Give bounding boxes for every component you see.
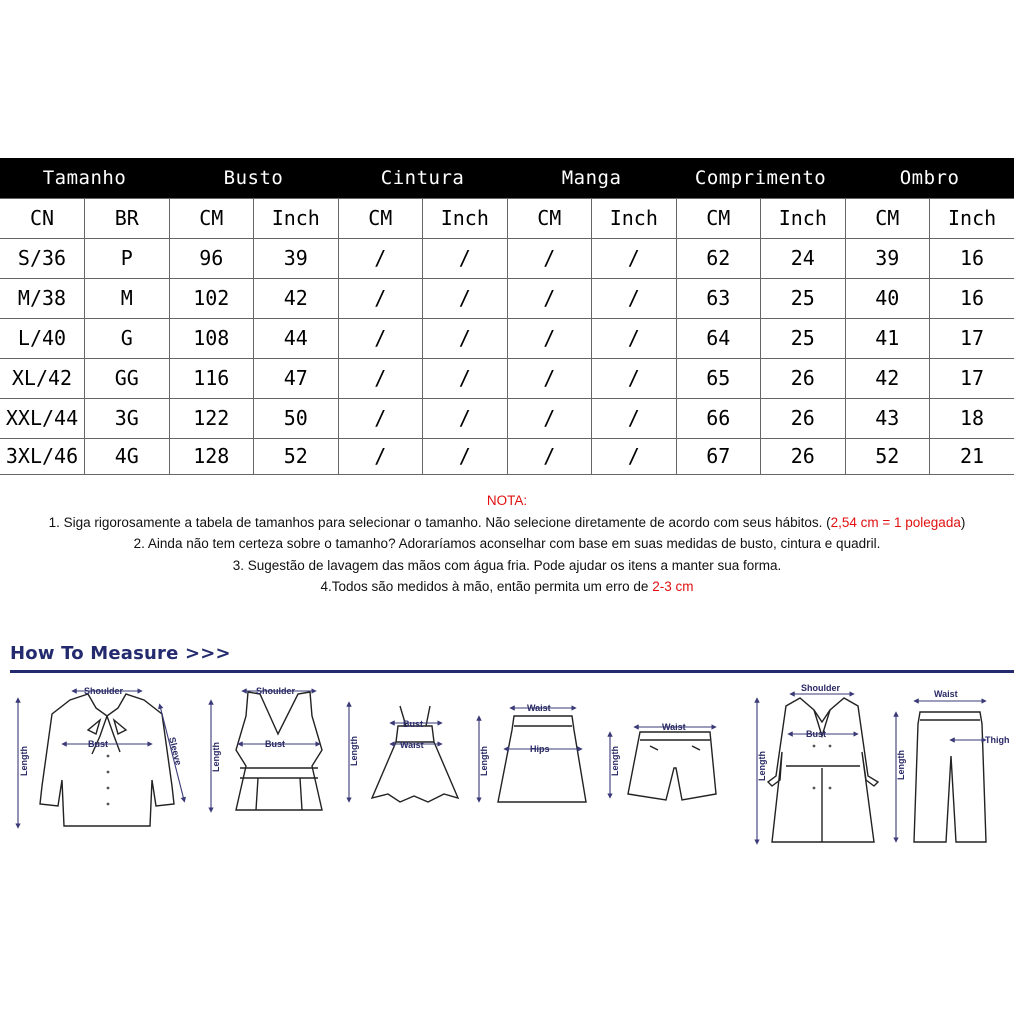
length-label: Length <box>19 746 29 776</box>
table-cell: 65 <box>676 358 761 398</box>
table-cell: / <box>507 238 592 278</box>
table-cell: 47 <box>254 358 339 398</box>
table-cell: / <box>423 318 508 358</box>
trousers-diagram <box>896 689 1010 842</box>
table-row <box>0 398 1014 438</box>
subheader-row <box>0 198 1014 238</box>
table-cell: 96 <box>169 238 254 278</box>
group-header-cintura: Cintura <box>338 158 507 198</box>
table-cell: 116 <box>169 358 254 398</box>
table-cell: 26 <box>761 398 846 438</box>
table-row <box>0 438 1014 474</box>
table-cell: / <box>592 398 677 438</box>
table-cell: / <box>507 398 592 438</box>
waist-label: Waist <box>934 689 958 699</box>
table-cell: / <box>592 318 677 358</box>
how-to-measure-divider <box>10 670 1014 673</box>
hips-label: Hips <box>530 744 550 754</box>
bust-label: Bust <box>265 739 285 749</box>
shoulder-label: Shoulder <box>84 686 124 696</box>
table-cell: 18 <box>930 398 1014 438</box>
table-cell: 39 <box>845 238 930 278</box>
table-cell: 50 <box>254 398 339 438</box>
table-cell: 66 <box>676 398 761 438</box>
skirt-diagram <box>479 703 586 802</box>
length-label: Length <box>610 746 620 776</box>
subheader-cell: CM <box>507 198 592 238</box>
subheader-cell: CN <box>0 198 85 238</box>
table-cell: / <box>423 278 508 318</box>
table-cell: 40 <box>845 278 930 318</box>
table-row <box>0 278 1014 318</box>
strap-dress-diagram <box>349 704 458 802</box>
table-cell: M <box>85 278 170 318</box>
table-cell: / <box>338 438 423 474</box>
note-line-1 <box>0 512 1014 534</box>
table-cell: G <box>85 318 170 358</box>
notes-section <box>0 490 1014 598</box>
table-cell: / <box>423 398 508 438</box>
subheader-cell: Inch <box>592 198 677 238</box>
table-cell: 16 <box>930 278 1014 318</box>
subheader-cell: Inch <box>761 198 846 238</box>
table-cell: 62 <box>676 238 761 278</box>
sleeve-label: Sleeve <box>167 736 184 767</box>
table-cell: / <box>338 278 423 318</box>
table-cell: / <box>423 238 508 278</box>
table-cell: 25 <box>761 318 846 358</box>
table-cell: 52 <box>254 438 339 474</box>
table-cell: 42 <box>254 278 339 318</box>
subheader-cell: Inch <box>254 198 339 238</box>
bust-label: Bust <box>806 729 826 739</box>
shoulder-label: Shoulder <box>256 686 296 696</box>
size-table <box>0 158 1014 475</box>
note-line-1-text: 1. Siga rigorosamente a tabela de tamanhos para selecionar o tamanho. Não selecione diretamente de acordo com seus hábitos. ( <box>48 514 831 530</box>
trench-coat-diagram <box>757 683 878 842</box>
subheader-cell: BR <box>85 198 170 238</box>
table-cell: M/38 <box>0 278 85 318</box>
table-cell: / <box>507 438 592 474</box>
waist-label: Waist <box>527 703 551 713</box>
table-cell: / <box>592 278 677 318</box>
table-cell: XL/42 <box>0 358 85 398</box>
table-cell: / <box>338 358 423 398</box>
table-cell: 63 <box>676 278 761 318</box>
table-cell: XXL/44 <box>0 398 85 438</box>
group-header-tamanho: Tamanho <box>0 158 169 198</box>
group-header-row <box>0 158 1014 198</box>
how-to-measure-title: How To Measure >>> <box>10 643 231 664</box>
table-cell: 21 <box>930 438 1014 474</box>
note-line-2: 2. Ainda não tem certeza sobre o tamanho? Adoraríamos aconselhar com base em suas medidas de busto, cintura e quadril. <box>133 536 881 552</box>
subheader-cell: Inch <box>423 198 508 238</box>
table-cell: / <box>592 238 677 278</box>
waist-label: Waist <box>662 722 686 732</box>
table-cell: 3XL/46 <box>0 438 85 474</box>
length-label: Length <box>896 750 906 780</box>
table-cell: L/40 <box>0 318 85 358</box>
table-cell: / <box>507 318 592 358</box>
bust-label: Bust <box>88 739 108 749</box>
waist-label: Waist <box>400 740 424 750</box>
table-cell: / <box>592 438 677 474</box>
table-cell: P <box>85 238 170 278</box>
table-cell: / <box>338 318 423 358</box>
note-line-1-highlight: 2,54 cm = 1 polegada <box>830 514 961 530</box>
table-cell: / <box>592 358 677 398</box>
table-cell: 102 <box>169 278 254 318</box>
table-cell: / <box>423 438 508 474</box>
table-cell: / <box>338 398 423 438</box>
table-cell: 122 <box>169 398 254 438</box>
group-header-busto: Busto <box>169 158 338 198</box>
blouse-diagram <box>18 686 184 826</box>
note-line-4-text: 4.Todos são medidos à mão, então permita um erro de <box>320 579 653 595</box>
length-label: Length <box>757 751 767 781</box>
tank-top-diagram <box>211 686 322 810</box>
table-cell: 42 <box>845 358 930 398</box>
table-row <box>0 238 1014 278</box>
table-cell: 17 <box>930 318 1014 358</box>
length-label: Length <box>349 736 359 766</box>
group-header-manga: Manga <box>507 158 676 198</box>
table-cell: 17 <box>930 358 1014 398</box>
table-cell: 25 <box>761 278 846 318</box>
table-cell: 108 <box>169 318 254 358</box>
table-cell: 16 <box>930 238 1014 278</box>
thigh-label: Thigh <box>985 735 1010 745</box>
table-cell: 43 <box>845 398 930 438</box>
table-cell: 3G <box>85 398 170 438</box>
shoulder-label: Shoulder <box>801 683 841 693</box>
table-cell: / <box>507 278 592 318</box>
table-cell: GG <box>85 358 170 398</box>
table-row <box>0 358 1014 398</box>
subheader-cell: CM <box>676 198 761 238</box>
table-cell: 26 <box>761 358 846 398</box>
table-cell: / <box>423 358 508 398</box>
table-cell: 39 <box>254 238 339 278</box>
group-header-ombro: Ombro <box>845 158 1014 198</box>
table-row <box>0 318 1014 358</box>
table-cell: 64 <box>676 318 761 358</box>
table-cell: 41 <box>845 318 930 358</box>
length-label: Length <box>479 746 489 776</box>
table-cell: 67 <box>676 438 761 474</box>
table-cell: 26 <box>761 438 846 474</box>
table-cell: 24 <box>761 238 846 278</box>
note-line-4-highlight: 2-3 cm <box>652 579 694 595</box>
note-line-4 <box>0 576 1014 598</box>
measurement-diagrams <box>0 676 1014 866</box>
notes-heading: NOTA: <box>486 493 528 508</box>
table-cell: S/36 <box>0 238 85 278</box>
table-cell: 128 <box>169 438 254 474</box>
table-cell: 44 <box>254 318 339 358</box>
table-cell: / <box>338 238 423 278</box>
subheader-cell: CM <box>338 198 423 238</box>
note-line-1-end: ) <box>960 514 966 530</box>
subheader-cell: Inch <box>930 198 1014 238</box>
subheader-cell: CM <box>845 198 930 238</box>
length-label: Length <box>211 742 221 772</box>
table-cell: 52 <box>845 438 930 474</box>
note-line-3: 3. Sugestão de lavagem das mãos com água fria. Pode ajudar os itens a manter sua forma. <box>232 557 782 573</box>
subheader-cell: CM <box>169 198 254 238</box>
bust-label: Bust <box>403 719 423 729</box>
table-cell: / <box>507 358 592 398</box>
group-header-comprimento: Comprimento <box>676 158 845 198</box>
table-cell: 4G <box>85 438 170 474</box>
shorts-diagram <box>610 722 716 800</box>
